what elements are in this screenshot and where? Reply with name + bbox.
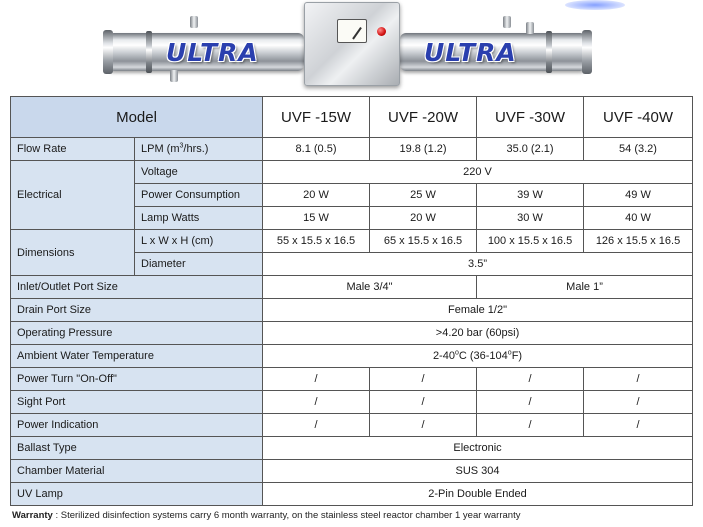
lwh-value: 100 x 15.5 x 16.5 xyxy=(477,230,584,253)
sight-port-value: / xyxy=(263,391,370,414)
table-row xyxy=(11,460,693,483)
drain-port-label: Drain Port Size xyxy=(11,299,263,322)
sight-port-value: / xyxy=(584,391,693,414)
port-fitting xyxy=(190,16,198,28)
diameter-label: Diameter xyxy=(135,253,263,276)
power-turn-label: Power Turn "On-Off" xyxy=(11,368,263,391)
power-consumption-value: 25 W xyxy=(370,184,477,207)
power-turn-value: / xyxy=(263,368,370,391)
ambient-temp-value: 2-40$^o$C (36-104$^o$F) xyxy=(263,345,693,368)
table-header-row xyxy=(11,97,693,138)
ultra-logo-right: ULTRA xyxy=(424,38,517,67)
uv-lamp-value: 2-Pin Double Ended xyxy=(263,483,693,506)
ultra-logo-left: ULTRA xyxy=(166,38,259,67)
operating-pressure-value: >4.20 bar (60psi) xyxy=(263,322,693,345)
ballast-type-value: Electronic xyxy=(263,437,693,460)
inlet-outlet-label: Inlet/Outlet Port Size xyxy=(11,276,263,299)
product-image xyxy=(0,0,703,92)
model-uvf-20w: UVF -20W xyxy=(370,97,477,138)
power-indication-label: Power Indication xyxy=(11,414,263,437)
table-row xyxy=(11,276,693,299)
lpm-label: LPM $(m^3/hrs.)$ xyxy=(135,138,263,161)
chamber-material-value: SUS 304 xyxy=(263,460,693,483)
table-row xyxy=(11,299,693,322)
table-row xyxy=(11,414,693,437)
dimensions-label: Dimensions xyxy=(11,230,135,276)
chamber-ring xyxy=(146,31,152,73)
diameter-value: 3.5” xyxy=(263,253,693,276)
sight-port-value: / xyxy=(370,391,477,414)
end-cap-right xyxy=(582,30,592,74)
lamp-watts-value: 20 W xyxy=(370,207,477,230)
lwh-label: L x W x H (cm) xyxy=(135,230,263,253)
table-row xyxy=(11,437,693,460)
power-turn-value: / xyxy=(584,368,693,391)
light-glow xyxy=(565,0,625,10)
flow-rate-value: 19.8 (1.2) xyxy=(370,138,477,161)
warranty-label: Warranty xyxy=(12,510,53,521)
voltage-value: 220 V xyxy=(263,161,693,184)
table-row xyxy=(11,483,693,506)
power-consumption-label: Power Consumption xyxy=(135,184,263,207)
table-row xyxy=(11,322,693,345)
spec-table xyxy=(10,96,693,506)
model-label: Model xyxy=(11,97,263,138)
ambient-temp-label: Ambient Water Temperature xyxy=(11,345,263,368)
control-box xyxy=(304,2,400,86)
table-row xyxy=(11,161,693,184)
power-consumption-value: 20 W xyxy=(263,184,370,207)
drain-port-value: Female 1/2" xyxy=(263,299,693,322)
sight-port-label: Sight Port xyxy=(11,391,263,414)
power-turn-value: / xyxy=(370,368,477,391)
table-row xyxy=(11,138,693,161)
inlet-outlet-value-large: Male 1” xyxy=(477,276,693,299)
flow-rate-label: Flow Rate xyxy=(11,138,135,161)
lwh-value: 65 x 15.5 x 16.5 xyxy=(370,230,477,253)
lamp-watts-value: 40 W xyxy=(584,207,693,230)
table-row xyxy=(11,391,693,414)
flow-rate-value: 8.1 (0.5) xyxy=(263,138,370,161)
lamp-watts-label: Lamp Watts xyxy=(135,207,263,230)
lamp-watts-value: 15 W xyxy=(263,207,370,230)
sight-port-value: / xyxy=(477,391,584,414)
voltage-label: Voltage xyxy=(135,161,263,184)
port-fitting xyxy=(170,70,178,82)
warranty-text: : Sterilized disinfection systems carry 6 month warranty, on the stainless steel reactor chamber 1 year warranty xyxy=(52,510,521,521)
indicator-led-icon xyxy=(377,27,386,36)
lamp-watts-value: 30 W xyxy=(477,207,584,230)
lwh-value: 55 x 15.5 x 16.5 xyxy=(263,230,370,253)
gauge-icon xyxy=(337,19,367,43)
table-row xyxy=(11,230,693,253)
port-fitting xyxy=(503,16,511,28)
chamber-ring xyxy=(546,31,552,73)
power-consumption-value: 49 W xyxy=(584,184,693,207)
electrical-label: Electrical xyxy=(11,161,135,230)
power-consumption-value: 39 W xyxy=(477,184,584,207)
flow-rate-value: 54 (3.2) xyxy=(584,138,693,161)
power-indication-value: / xyxy=(370,414,477,437)
power-turn-value: / xyxy=(477,368,584,391)
end-cap-left xyxy=(103,30,113,74)
model-uvf-40w: UVF -40W xyxy=(584,97,693,138)
table-row xyxy=(11,345,693,368)
ballast-type-label: Ballast Type xyxy=(11,437,263,460)
table-row xyxy=(11,368,693,391)
warranty-note xyxy=(12,510,520,521)
power-indication-value: / xyxy=(584,414,693,437)
chamber-material-label: Chamber Material xyxy=(11,460,263,483)
port-fitting xyxy=(526,22,534,34)
power-indication-value: / xyxy=(477,414,584,437)
model-uvf-15w: UVF -15W xyxy=(263,97,370,138)
operating-pressure-label: Operating Pressure xyxy=(11,322,263,345)
flow-rate-value: 35.0 (2.1) xyxy=(477,138,584,161)
uv-lamp-label: UV Lamp xyxy=(11,483,263,506)
inlet-outlet-value-small: Male 3/4" xyxy=(263,276,477,299)
lwh-value: 126 x 15.5 x 16.5 xyxy=(584,230,693,253)
power-indication-value: / xyxy=(263,414,370,437)
model-uvf-30w: UVF -30W xyxy=(477,97,584,138)
